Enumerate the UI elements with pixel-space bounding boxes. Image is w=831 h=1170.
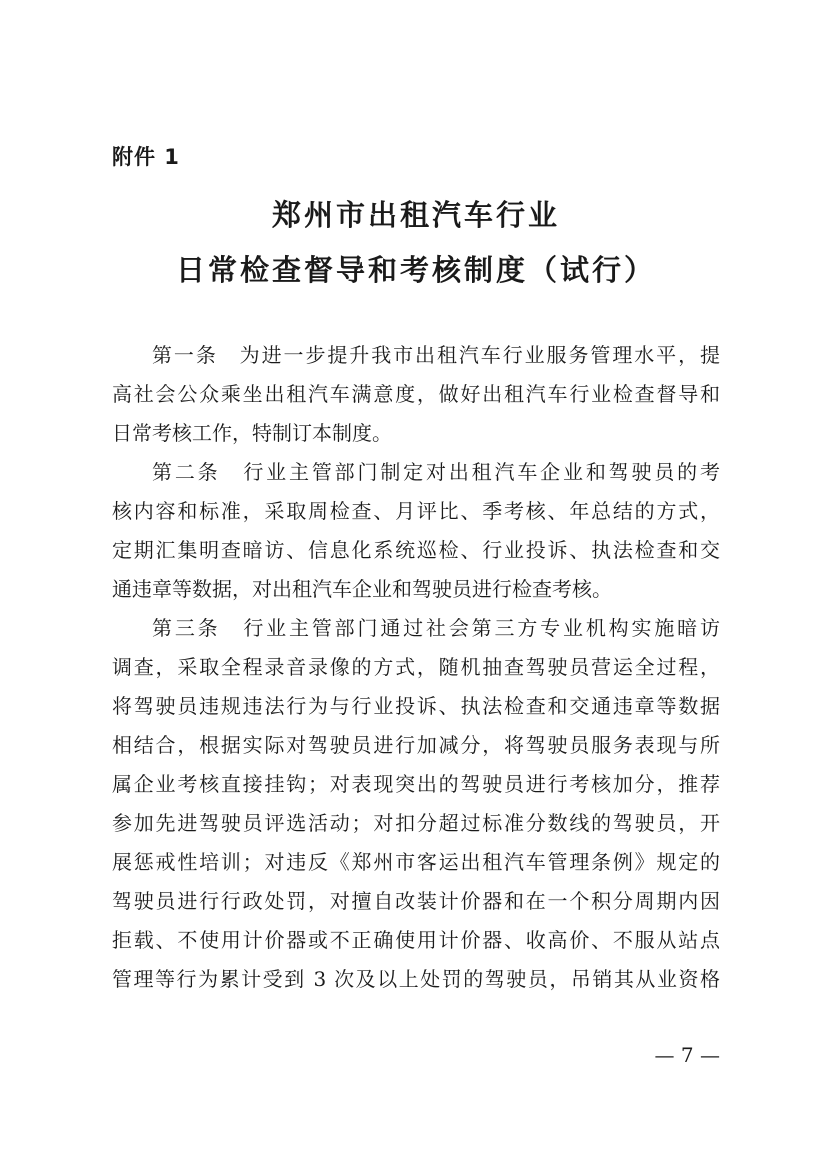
text-line: 第一条 为进一步提升我市出租汽车行业服务管理水平，提 — [152, 343, 720, 367]
text-line: 通违章等数据，对出租汽车企业和驾驶员进行检查考核。 — [112, 577, 612, 601]
text-line: 日常考核工作，特制订本制度。 — [112, 421, 392, 445]
text-line: 调查，采取全程录音录像的方式，随机抽查驾驶员营运全过程， — [112, 655, 720, 679]
text-line: 管理等行为累计受到 3 次及以上处罚的驾驶员，吊销其从业资格 — [112, 967, 720, 991]
text-line: 高社会公众乘坐出租汽车满意度，做好出租汽车行业检查督导和 — [112, 382, 720, 406]
article-1 — [112, 336, 720, 453]
text-line: 驾驶员进行行政处罚，对擅自改装计价器和在一个积分周期内因 — [112, 889, 720, 913]
document-body — [112, 336, 720, 999]
article-2 — [112, 453, 720, 609]
text-line: 核内容和标准，采取周检查、月评比、季考核、年总结的方式， — [112, 499, 720, 523]
article-3 — [112, 609, 720, 999]
text-line: 属企业考核直接挂钩；对表现突出的驾驶员进行考核加分，推荐 — [112, 772, 720, 796]
attachment-label: 附件 1 — [112, 145, 180, 169]
text-line: 相结合，根据实际对驾驶员进行加减分，将驾驶员服务表现与所 — [112, 733, 720, 757]
text-line: 第三条 行业主管部门通过社会第三方专业机构实施暗访 — [152, 616, 720, 640]
text-line: 展惩戒性培训；对违反《郑州市客运出租汽车管理条例》规定的 — [112, 850, 720, 874]
text-line: 第二条 行业主管部门制定对出租汽车企业和驾驶员的考 — [152, 460, 720, 484]
text-line: 定期汇集明查暗访、信息化系统巡检、行业投诉、执法检查和交 — [112, 538, 720, 562]
text-line: 将驾驶员违规违法行为与行业投诉、执法检查和交通违章等数据 — [112, 694, 720, 718]
document-title-line-2: 日常检查督导和考核制度（试行） — [175, 253, 656, 287]
document-title-line-1: 郑州市出租汽车行业 — [271, 198, 560, 232]
page-number: — 7 — — [654, 1043, 720, 1067]
text-line: 拒载、不使用计价器或不正确使用计价器、收高价、不服从站点 — [112, 928, 720, 952]
text-line: 参加先进驾驶员评选活动；对扣分超过标准分数线的驾驶员，开 — [112, 811, 720, 835]
